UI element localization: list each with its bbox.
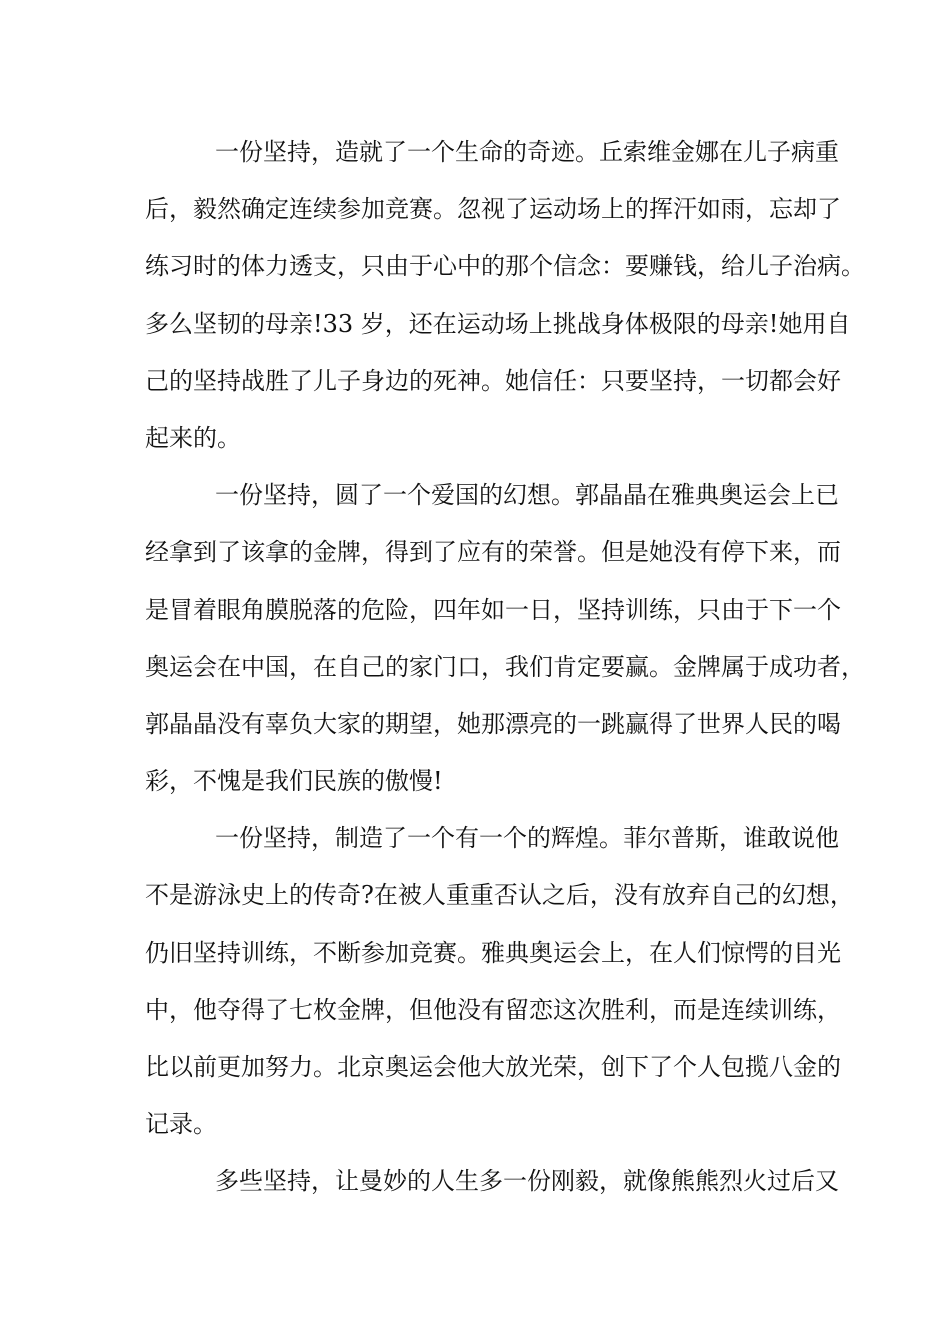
text-line: 起来的。 (145, 423, 241, 452)
text-line: 练习时的体力透支，只由于心中的那个信念：要赚钱，给儿子治病。 (145, 252, 865, 281)
paragraph (145, 816, 854, 1159)
text-line: 一份坚持，制造了一个有一个的辉煌。菲尔普斯，谁敢说他 (215, 824, 839, 853)
paragraph (145, 1159, 839, 1216)
text-line: 多么坚韧的母亲!33 岁，还在运动场上挑战身体极限的母亲!她用自 (145, 309, 851, 338)
text-line: 不是游泳史上的传奇?在被人重重否认之后，没有放弃自己的幻想， (145, 881, 854, 910)
text-line: 一份坚持，造就了一个生命的奇迹。丘索维金娜在儿子病重 (215, 138, 839, 166)
paragraph (145, 473, 865, 816)
text-line: 郭晶晶没有辜负大家的期望，她那漂亮的一跳赢得了世界人民的喝 (145, 709, 841, 738)
text-line: 后，毅然确定连续参加竞赛。忽视了运动场上的挥汗如雨，忘却了 (145, 195, 841, 224)
text-line: 经拿到了该拿的金牌，得到了应有的荣誉。但是她没有停下来，而 (145, 538, 841, 567)
paragraph (145, 130, 865, 473)
text-line: 仍旧坚持训练，不断参加竞赛。雅典奥运会上，在人们惊愕的目光 (145, 938, 841, 967)
text-line: 是冒着眼角膜脱落的危险，四年如一日，坚持训练，只由于下一个 (145, 595, 841, 624)
text-line: 多些坚持，让曼妙的人生多一份刚毅，就像熊熊烈火过后又 (215, 1167, 839, 1196)
text-line: 奥运会在中国，在自己的家门口，我们肯定要赢。金牌属于成功者， (145, 652, 865, 681)
text-line: 彩，不愧是我们民族的傲慢! (145, 767, 443, 796)
text-line: 记录。 (145, 1110, 217, 1139)
document-body (145, 130, 865, 1217)
text-line: 中，他夺得了七枚金牌，但他没有留恋这次胜利，而是连续训练， (145, 995, 841, 1024)
text-line: 己的坚持战胜了儿子身边的死神。她信任：只要坚持，一切都会好 (145, 366, 841, 395)
text-line: 一份坚持，圆了一个爱国的幻想。郭晶晶在雅典奥运会上已 (215, 481, 839, 510)
text-line: 比以前更加努力。北京奥运会他大放光荣，创下了个人包揽八金的 (145, 1053, 841, 1081)
